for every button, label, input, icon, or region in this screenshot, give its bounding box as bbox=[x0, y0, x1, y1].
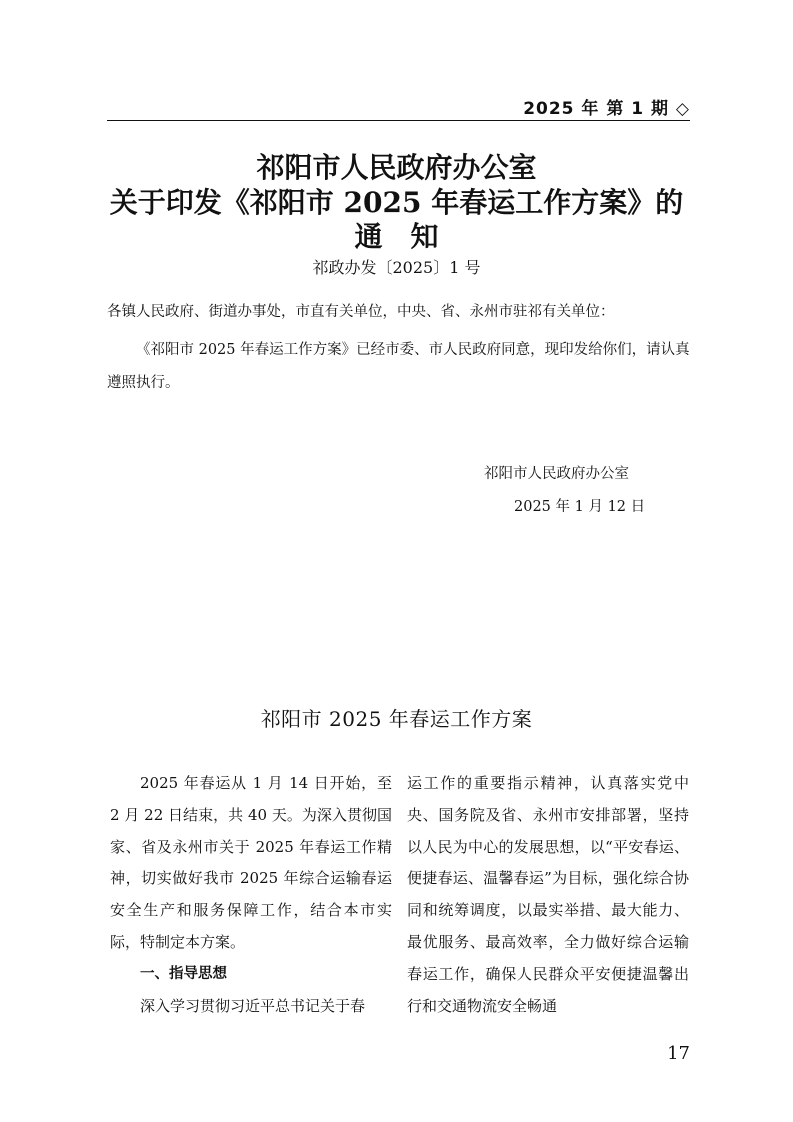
plan-left-column bbox=[110, 768, 392, 1022]
signature-organization: 祁阳市人民政府办公室 bbox=[484, 466, 629, 482]
signature-date: 2025 年 1 月 12 日 bbox=[514, 499, 646, 515]
notice-title-line-3: 通 知 bbox=[354, 220, 439, 253]
section-heading-guiding-ideology: 一、指导思想 bbox=[140, 965, 227, 982]
notice-salutation: 各镇人民政府、街道办事处，市直有关单位，中央、省、永州市驻祁有关单位： bbox=[107, 304, 615, 320]
plan-paragraph-guiding-ideology: 深入学习贯彻习近平总书记关于春 bbox=[140, 996, 366, 1015]
document-number: 祁政办发〔2025〕1 号 bbox=[312, 258, 481, 277]
plan-right-column bbox=[407, 768, 689, 1022]
issue-header: 2025 年 第 1 期 ◇ bbox=[523, 99, 690, 119]
notice-title-line-1: 祁阳市人民政府办公室 bbox=[256, 151, 537, 184]
plan-paragraph-intro: 2025 年春运从 1 月 14 日开始，至 2 月 22 日结束，共 40 天。为深入贯彻国家、省及永州市关于 2025 年春运工作精神，切实做好我市 2025 年综合运输春运安全生产和服务保障工作，结合本市实际，特制定本方案。 bbox=[110, 774, 392, 951]
page-number: 17 bbox=[667, 1043, 690, 1064]
notice-body: 《祁阳市 2025 年春运工作方案》已经市委、市人民政府同意，现印发给你们，请认真遵照执行。 bbox=[107, 342, 690, 391]
plan-paragraph-continued: 运工作的重要指示精神，认真落实党中央、国务院及省、永州市安排部署，坚持以人民为中心的发展思想，以“平安春运、便捷春运、温馨春运”为目标，强化综合协同和统筹调度，以最实举措、最大能力、最优服务、最高效率，全力做好综合运输春运工作，确保人民群众平安便捷温馨出行和交通物流安全畅通 bbox=[407, 774, 689, 1015]
notice-title-line-2: 关于印发《祁阳市 2025 年春运工作方案》的 bbox=[109, 186, 684, 219]
header-rule bbox=[107, 120, 690, 121]
plan-title: 祁阳市 2025 年春运工作方案 bbox=[260, 707, 533, 731]
